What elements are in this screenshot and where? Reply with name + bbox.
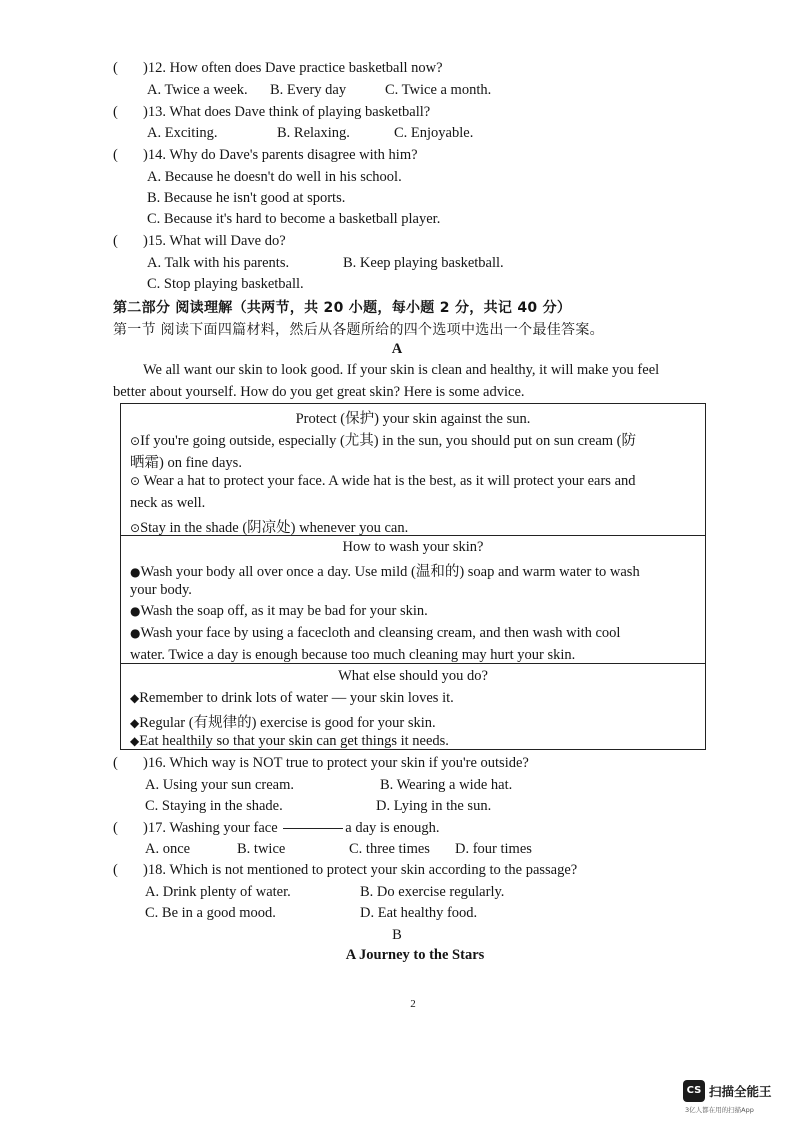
- question-16: [113, 755, 529, 772]
- circle-bullet-icon: ⊙: [130, 434, 141, 448]
- passage-intro: better about yourself. How do you get great skin? Here is some advice.: [113, 384, 525, 400]
- question-text: )16. Which way is NOT true to protect your skin if you're outside?: [143, 755, 529, 771]
- option: B. Wearing a wide hat.: [380, 777, 513, 793]
- option: B. Relaxing.: [277, 125, 350, 141]
- question-text: )12. How often does Dave practice basketball now?: [143, 60, 443, 76]
- answer-blank[interactable]: [283, 828, 343, 829]
- box-line: ●Wash your face by using a facecloth and cleansing cream, and then wash with cool: [130, 625, 621, 641]
- page-number: 2: [410, 998, 416, 1010]
- watermark-tagline: 3亿人都在用的扫描App: [685, 1106, 754, 1114]
- passage-letter: B: [392, 927, 402, 943]
- question-18: [113, 862, 577, 879]
- box-line: ●Wash the soap off, as it may be bad for your skin.: [130, 603, 428, 619]
- option: A. Exciting.: [147, 125, 218, 141]
- box-line: ⊙ Wear a hat to protect your face. A wide hat is the best, as it will protect your ears and: [130, 473, 636, 489]
- option: A. Twice a week.: [147, 82, 248, 98]
- dot-bullet-icon: ●: [130, 604, 141, 618]
- box-line: ◆Remember to drink lots of water — your skin loves it.: [130, 690, 454, 706]
- box-line: your body.: [130, 582, 192, 598]
- option: A. once: [145, 841, 191, 857]
- question-15: [113, 233, 286, 250]
- answer-bracket[interactable]: (: [113, 820, 118, 836]
- question-13: [113, 104, 430, 121]
- diamond-bullet-icon: ◆: [130, 716, 140, 730]
- box-title: How to wash your skin?: [342, 539, 484, 555]
- option: C. three times: [349, 841, 430, 857]
- circle-bullet-icon: ⊙: [130, 521, 141, 535]
- question-text: )18. Which is not mentioned to protect your skin according to the passage?: [143, 862, 578, 878]
- question-text: a day is enough.: [345, 820, 440, 836]
- option: A. Drink plenty of water.: [145, 884, 291, 900]
- passage-letter: A: [391, 341, 403, 357]
- diamond-bullet-icon: ◆: [130, 734, 140, 748]
- option: C. Be in a good mood.: [145, 905, 276, 921]
- option: C. Enjoyable.: [394, 125, 474, 141]
- box-line: ●Wash your body all over once a day. Use mild (温和的) soap and warm water to wash: [130, 564, 640, 580]
- option: A. Using your sun cream.: [145, 777, 295, 793]
- question-text: )14. Why do Dave's parents disagree with him?: [143, 147, 418, 163]
- circle-bullet-icon: ⊙: [130, 474, 141, 488]
- section-heading: 第一节 阅读下面四篇材料，然后从各题所给的四个选项中选出一个最佳答案。: [113, 322, 604, 338]
- answer-bracket[interactable]: (: [113, 147, 118, 163]
- option: C. Staying in the shade.: [145, 798, 283, 814]
- divider: [120, 403, 706, 404]
- answer-bracket[interactable]: (: [113, 60, 118, 76]
- answer-bracket[interactable]: (: [113, 862, 118, 878]
- answer-bracket[interactable]: (: [113, 755, 118, 771]
- option: A. Talk with his parents.: [147, 255, 290, 271]
- box-line: neck as well.: [130, 495, 206, 511]
- passage-title: A Journey to the Stars: [345, 947, 485, 963]
- dot-bullet-icon: ●: [130, 626, 141, 640]
- option: B. Because he isn't good at sports.: [147, 190, 346, 206]
- question-text: )17. Washing your face: [143, 820, 278, 836]
- box-line: ◆Eat healthily so that your skin can get things it needs.: [130, 733, 449, 749]
- cs-logo-icon: CS: [683, 1080, 705, 1102]
- option: C. Twice a month.: [385, 82, 492, 98]
- box-line: water. Twice a day is enough because too much cleaning may hurt your skin.: [130, 647, 576, 663]
- watermark-name: 扫描全能王: [709, 1084, 772, 1099]
- dot-bullet-icon: ●: [130, 565, 141, 579]
- diamond-bullet-icon: ◆: [130, 691, 140, 705]
- option: B. Keep playing basketball.: [343, 255, 504, 271]
- option: C. Stop playing basketball.: [147, 276, 304, 292]
- option: B. twice: [237, 841, 286, 857]
- question-12: [113, 60, 443, 77]
- question-14: [113, 147, 418, 164]
- answer-bracket[interactable]: (: [113, 233, 118, 249]
- scanner-watermark: [683, 1080, 787, 1116]
- option: B. Every day: [270, 82, 347, 98]
- question-text: )13. What does Dave think of playing basketball?: [143, 104, 431, 120]
- box-line: 晒霜) on fine days.: [130, 455, 242, 471]
- box-line: ⊙Stay in the shade (阴凉处) whenever you can.: [130, 520, 409, 536]
- answer-bracket[interactable]: (: [113, 104, 118, 120]
- box-title: Protect (保护) your skin against the sun.: [295, 411, 531, 427]
- box-line: ⊙If you're going outside, especially (尤其) in the sun, you should put on sun cream (防: [130, 433, 636, 449]
- box-title: What else should you do?: [338, 668, 488, 684]
- question-17: [113, 820, 440, 837]
- option: D. four times: [455, 841, 532, 857]
- part-heading: 第二部分 阅读理解（共两节，共 20 小题，每小题 2 分，共记 40 分）: [113, 300, 572, 316]
- option: D. Lying in the sun.: [376, 798, 492, 814]
- box-line: ◆Regular (有规律的) exercise is good for your skin.: [130, 715, 436, 731]
- option: C. Because it's hard to become a basketball player.: [147, 211, 441, 227]
- option: B. Do exercise regularly.: [360, 884, 505, 900]
- passage-intro: We all want our skin to look good. If your skin is clean and healthy, it will make you feel: [143, 362, 660, 378]
- option: A. Because he doesn't do well in his school.: [147, 169, 402, 185]
- question-text: )15. What will Dave do?: [143, 233, 286, 249]
- option: D. Eat healthy food.: [360, 905, 478, 921]
